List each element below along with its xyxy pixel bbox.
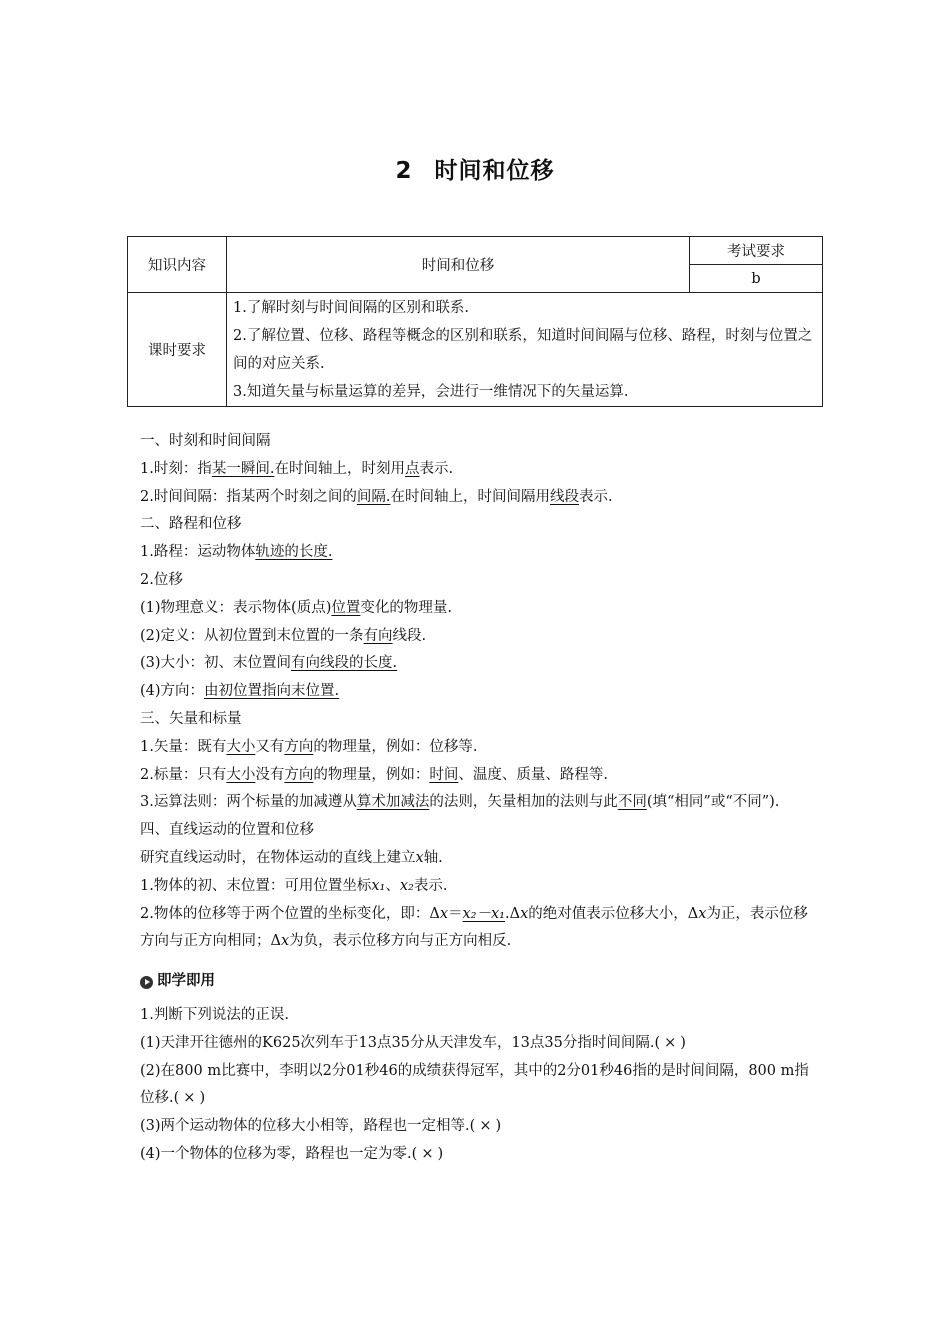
section-heading: 四、直线运动的位置和位移 [140, 822, 314, 839]
answer-blank: 大小 [226, 738, 256, 755]
section-heading: 一、时刻和时间间隔 [140, 433, 271, 449]
exam-requirement-value: b [690, 265, 823, 293]
lesson-goals [227, 293, 823, 407]
page-title [0, 152, 950, 185]
answer-blank: 由初位置指向末位置. [204, 683, 340, 700]
answer-blank: 方向 [284, 766, 314, 783]
goal-item: 3.知道矢量与标量运算的差异，会进行一维情况下的矢量运算. [233, 383, 629, 400]
answer-mark: × [664, 1034, 677, 1051]
text-line: 1.物体的初、末位置：可用位置坐标x₁、x₂表示. [140, 877, 448, 894]
section-heading: 三、矢量和标量 [140, 710, 242, 727]
answer-blank: 线段 [549, 488, 579, 505]
answer-blank: 方向 [284, 738, 314, 755]
goal-item: 1.了解时刻与时间间隔的区别和联系. [233, 299, 469, 316]
answer-blank: 间隔. [356, 488, 391, 505]
practice-heading [140, 968, 816, 996]
answer-mark: × [421, 1145, 434, 1162]
knowledge-content: 时间和位移 [227, 237, 690, 293]
text-line: 2.时间间隔：指某两个时刻之间的间隔.在时间轴上，时间间隔用线段表示. [140, 488, 613, 505]
goal-item: 2.了解位置、位移、路程等概念的区别和联系，知道时间间隔与位移、路程，时刻与位置之间的对应关系. [233, 327, 813, 372]
text-line: 2.标量：只有大小没有方向的物理量，例如：时间、温度、质量、路程等. [140, 766, 608, 783]
question-stem: 1.判断下列说法的正误. [140, 1006, 289, 1023]
section-heading: 二、路程和位移 [140, 516, 242, 533]
text-line: (4)方向：由初位置指向末位置. [140, 683, 340, 700]
text-line: 1.时刻：指某一瞬间.在时间轴上，时刻用点表示. [140, 460, 454, 477]
lesson-goals-label: 课时要求 [128, 293, 227, 407]
answer-blank: 时间 [429, 766, 459, 783]
answer-mark: × [479, 1118, 492, 1135]
question-item: (2)在800 m比赛中，李明以2分01秒46的成绩获得冠军，其中的2分01秒46指的是时间间隔，800 m指位移.( × ) [140, 1058, 816, 1114]
text-line: 2.位移 [140, 571, 183, 588]
text-line: 研究直线运动时，在物体运动的直线上建立x轴. [140, 849, 443, 866]
answer-blank: x₂－x₁ [462, 905, 505, 922]
answer-blank: 轨迹的长度. [255, 544, 333, 561]
answer-blank: 点 [404, 460, 420, 477]
text-line: (2)定义：从初位置到末位置的一条有向线段. [140, 627, 427, 644]
question-item: (3)两个运动物体的位移大小相等，路程也一定相等.( × ) [140, 1113, 816, 1141]
text-line: (3)大小：初、末位置间有向线段的长度. [140, 655, 398, 672]
practice-heading-label: 即学即用 [157, 973, 215, 990]
answer-blank: 有向线段的长度. [291, 655, 398, 672]
question-item: (1)天津开往德州的K625次列车于13点35分从天津发车，13点35分指时间间隔.( × ) [140, 1030, 816, 1058]
answer-blank: 不同 [617, 794, 647, 811]
answer-blank: 某一瞬间. [211, 460, 275, 477]
requirements-table [127, 236, 823, 407]
text-line: 2.物体的位移等于两个位置的坐标变化，即：Δx＝x₂－x₁.Δx的绝对值表示位移大小，Δx为正，表示位移方向与正方向相同；Δx为负，表示位移方向与正方向相反. [140, 905, 808, 950]
play-circle-icon [140, 976, 153, 989]
text-line: 3.运算法则：两个标量的加减遵从算术加减法的法则，矢量相加的法则与此不同(填“相同”或“不同”). [140, 794, 780, 811]
text-line: 1.矢量：既有大小又有方向的物理量，例如：位移等. [140, 738, 478, 755]
question-item: (4)一个物体的位移为零，路程也一定为零.( × ) [140, 1141, 816, 1169]
section-title: 时间和位移 [434, 158, 555, 184]
answer-mark: × [183, 1090, 196, 1107]
main-content [140, 428, 816, 1169]
knowledge-label: 知识内容 [128, 237, 227, 293]
answer-blank: 算术加减法 [356, 794, 430, 811]
text-line: (1)物理意义：表示物体(质点)位置变化的物理量. [140, 599, 452, 616]
exam-requirement-header: 考试要求 [690, 237, 823, 265]
answer-blank: 大小 [226, 766, 256, 783]
section-number: 2 [395, 158, 413, 184]
answer-blank: 有向 [363, 627, 393, 644]
text-line: 1.路程：运动物体轨迹的长度. [140, 544, 333, 561]
answer-blank: 位置 [331, 599, 361, 616]
